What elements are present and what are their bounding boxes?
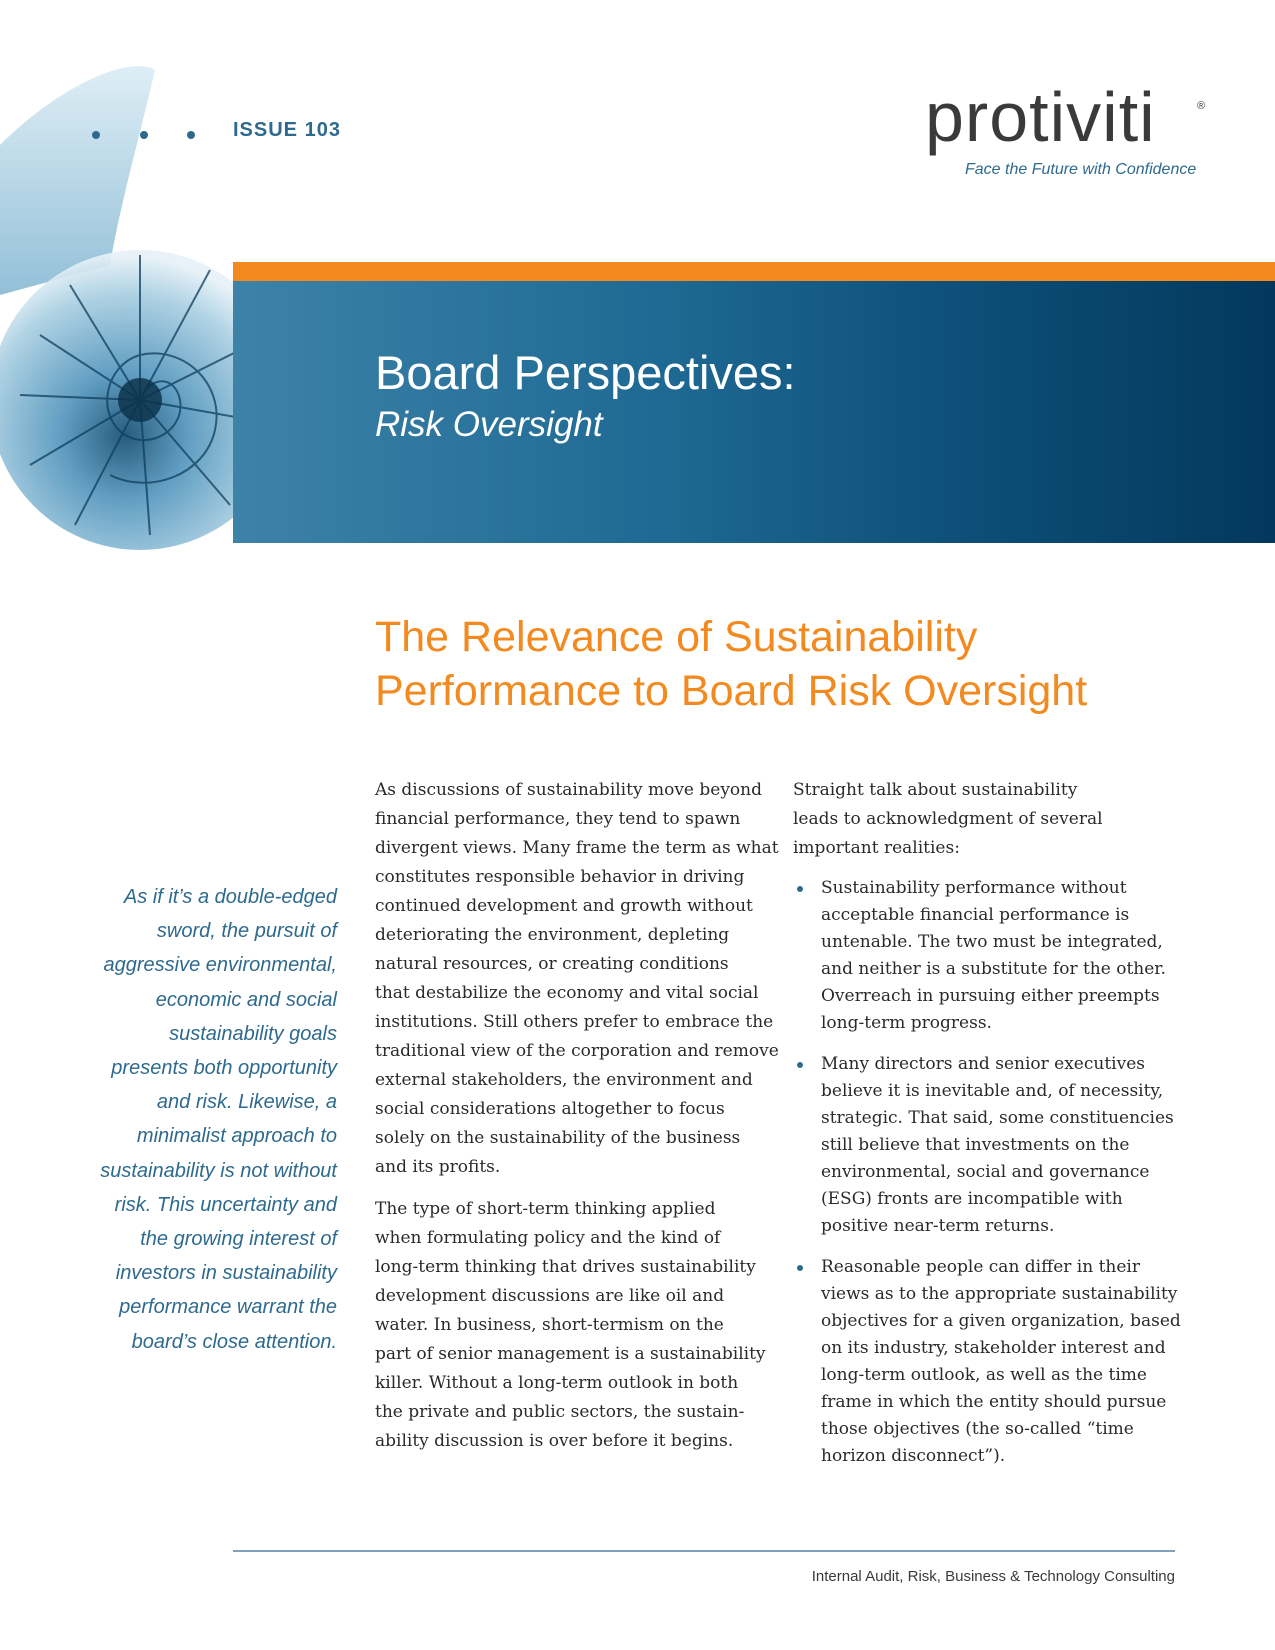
text-line: still believe that investments on the: [821, 1135, 1130, 1155]
text-line: Overreach in pursuing either preempts: [821, 986, 1160, 1006]
bullet-item: [793, 875, 1193, 1037]
pull-quote-line: aggressive environmental,: [103, 954, 337, 977]
dot-icon: [92, 131, 100, 139]
text-line: As discussions of sustainability move beyond: [375, 780, 762, 800]
body-column-left: [375, 776, 779, 1456]
text-line: long-term thinking that drives sustainability: [375, 1257, 756, 1277]
text-line: development discussions are like oil and: [375, 1286, 725, 1306]
pull-quote: [80, 880, 337, 1359]
pull-quote-line: minimalist approach to: [136, 1125, 337, 1148]
text-line: The type of short-term thinking applied: [375, 1199, 716, 1219]
intro-paragraph: [793, 776, 1193, 863]
text-line: strategic. That said, some constituencies: [821, 1108, 1174, 1128]
pull-quote-line: the growing interest of: [140, 1228, 337, 1251]
bullet-item: [793, 1254, 1193, 1470]
text-line: killer. Without a long-term outlook in both: [375, 1373, 739, 1393]
paragraph: [375, 1195, 766, 1456]
pull-quote-line: board’s close attention.: [131, 1330, 337, 1353]
pull-quote-line: investors in sustainability: [115, 1262, 337, 1285]
pull-quote-line: and risk. Likewise, a: [156, 1091, 337, 1114]
text-line: social considerations altogether to focus: [375, 1099, 725, 1119]
footer-divider: [233, 1550, 1175, 1552]
banner-title: Board Perspectives:: [375, 346, 796, 399]
text-line: horizon disconnect”).: [821, 1446, 1006, 1466]
text-line: leads to acknowledgment of several: [793, 809, 1103, 829]
text-line: Straight talk about sustainability: [793, 780, 1078, 800]
text-line: and neither is a substitute for the other.: [821, 959, 1166, 979]
logo-tagline: Face the Future with Confidence: [965, 161, 1197, 178]
registered-mark: ®: [1197, 100, 1206, 112]
text-line: frame in which the entity should pursue: [821, 1392, 1167, 1412]
text-line: natural resources, or creating conditions: [375, 954, 729, 974]
text-line: that destabilize the economy and vital social: [375, 983, 759, 1003]
bullet-icon: [797, 1062, 803, 1068]
text-line: ability discussion is over before it begins.: [375, 1431, 734, 1451]
headline-line: Performance to Board Risk Oversight: [375, 667, 1088, 715]
text-line: divergent views. Many frame the term as what: [375, 838, 779, 858]
text-line: constitutes responsible behavior in driving: [375, 867, 745, 887]
pull-quote-line: sustainability is not without: [100, 1159, 337, 1182]
text-line: acceptable financial performance is: [821, 905, 1130, 925]
footer-tagline: Internal Audit, Risk, Business & Technology Consulting: [811, 1568, 1175, 1585]
text-line: views as to the appropriate sustainability: [821, 1284, 1178, 1304]
text-line: continued development and growth without: [375, 896, 753, 916]
text-line: objectives for a given organization, based: [821, 1311, 1181, 1331]
text-line: financial performance, they tend to spawn: [375, 809, 741, 829]
pull-quote-line: performance warrant the: [119, 1296, 337, 1319]
banner-subtitle: Risk Oversight: [375, 405, 603, 444]
text-line: when formulating policy and the kind of: [375, 1228, 721, 1248]
bullet-icon: [797, 886, 803, 892]
text-line: untenable. The two must be integrated,: [821, 932, 1163, 952]
pull-quote-line: presents both opportunity: [111, 1057, 337, 1080]
pull-quote-line: risk. This uncertainty and: [114, 1193, 337, 1216]
text-line: traditional view of the corporation and remove: [375, 1041, 779, 1061]
article-headline: [375, 610, 1235, 718]
text-line: water. In business, short-termism on the: [375, 1315, 724, 1335]
protiviti-logo: [925, 78, 1215, 178]
text-line: external stakeholders, the environment and: [375, 1070, 753, 1090]
headline-line: The Relevance of Sustainability: [375, 613, 978, 661]
text-line: long-term outlook, as well as the time: [821, 1365, 1147, 1385]
text-line: environmental, social and governance: [821, 1162, 1150, 1182]
paragraph: [375, 776, 779, 1182]
pull-quote-line: sword, the pursuit of: [156, 920, 337, 943]
text-line: Many directors and senior executives: [821, 1054, 1145, 1074]
dot-icon: [187, 131, 195, 139]
text-line: positive near-term returns.: [821, 1216, 1055, 1236]
text-line: the private and public sectors, the sustain-: [375, 1402, 745, 1422]
body-column-right: [793, 776, 1193, 1470]
dot-icon: [140, 131, 148, 139]
pull-quote-line: economic and social: [155, 988, 337, 1011]
bullet-item: [793, 1051, 1193, 1240]
text-line: believe it is inevitable and, of necessity,: [821, 1081, 1164, 1101]
text-line: long-term progress.: [821, 1013, 992, 1033]
text-line: Reasonable people can differ in their: [821, 1257, 1140, 1277]
text-line: important realities:: [793, 838, 960, 858]
issue-number: ISSUE 103: [233, 119, 341, 141]
text-line: deteriorating the environment, depleting: [375, 925, 730, 945]
text-line: on its industry, stakeholder interest and: [821, 1338, 1166, 1358]
logo-wordmark: protiviti: [925, 78, 1156, 156]
text-line: Sustainability performance without: [821, 878, 1127, 898]
text-line: (ESG) fronts are incompatible with: [821, 1189, 1123, 1209]
text-line: institutions. Still others prefer to embrace the: [375, 1012, 774, 1032]
text-line: those objectives (the so-called “time: [821, 1419, 1134, 1439]
pull-quote-line: sustainability goals: [169, 1022, 337, 1045]
text-line: part of senior management is a sustainability: [375, 1344, 766, 1364]
text-line: solely on the sustainability of the business: [375, 1128, 741, 1148]
text-line: and its profits.: [375, 1157, 501, 1177]
pull-quote-line: As if it’s a double-edged: [123, 886, 337, 908]
bullet-icon: [797, 1265, 803, 1271]
banner-accent-bar: [233, 262, 1275, 281]
